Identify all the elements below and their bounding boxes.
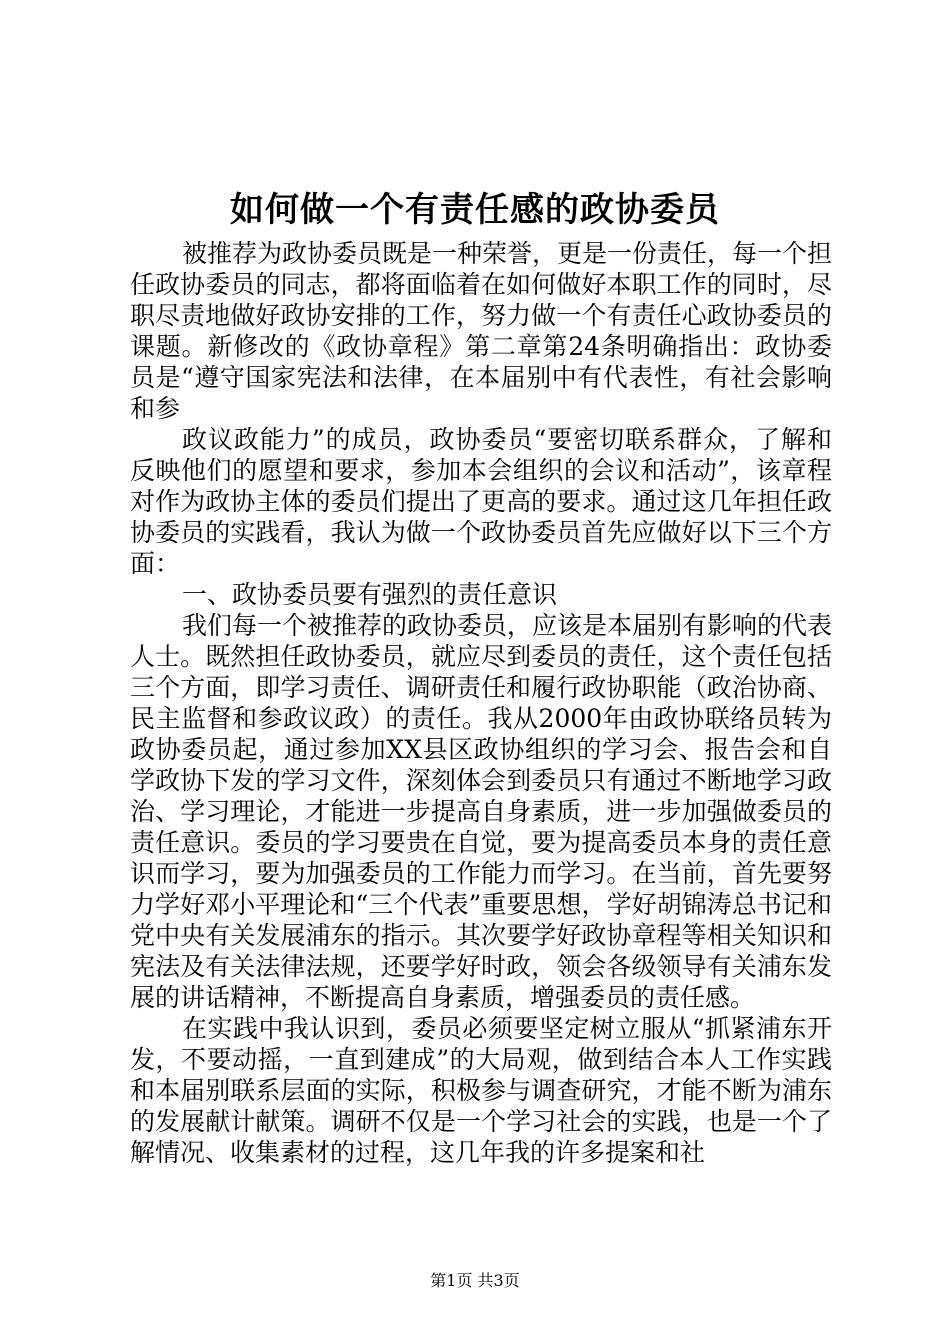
page-number-footer: 第1页 共3页 (430, 1271, 520, 1290)
paragraph-continued: 政议政能力”的成员，政协委员“要密切联系群众，了解和反映他们的愿望和要求，参加本会组织的会议和活动”，该章程对作为政协主体的委员们提出了更高的要求。通过这几年担任政协委员的实践看，我认为做一个政协委员首先应做好以下三个方面： (130, 425, 832, 578)
paragraph-responsibility: 我们每一个被推荐的政协委员，应该是本届别有影响的代表人士。既然担任政协委员，就应尽到委员的责任，这个责任包括三个方面，即学习责任、调研责任和履行政协职能（政治协商、民主监督和参政议政）的责任。我从2000年由政协联络员转为政协委员起，通过参加XX县区政协组织的学习会、报告会和自学政协下发的学习文件，深刻体会到委员只有通过不断地学习政治、学习理论，才能进一步提高自身素质，进一步加强做委员的责任意识。委员的学习要贵在自觉，要为提高委员本身的责任意识而学习，要为加强委员的工作能力而学习。在当前，首先要努力学好邓小平理论和“三个代表”重要思想，学好胡锦涛总书记和党中央有关发展浦东的指示。其次要学好政协章程等相关知识和宪法及有关法律法规，还要学好时政，领会各级领导有关浦东发展的讲话精神，不断提高自身素质，增强委员的责任感。 (130, 611, 833, 1012)
section-heading-1: 一、政协委员要有强烈的责任意识 (182, 580, 558, 609)
document-body (130, 238, 832, 1168)
paragraph-intro: 被推荐为政协委员既是一种荣誉，更是一份责任，每一个担任政协委员的同志，都将面临着在如何做好本职工作的同时，尽职尽责地做好政协安排的工作，努力做一个有责任心政协委员的课题。新修改的《政协章程》第二章第24条明确指出：政协委员是“遵守国家宪法和法律，在本届别中有代表性，有社会影响和参 (130, 239, 833, 423)
paragraph-practice: 在实践中我认识到，委员必须要坚定树立服从“抓紧浦东开发，不要动摇，一直到建成”的大局观，做到结合本人工作实践和本届别联系层面的实际，积极参与调查研究，才能不断为浦东的发展献计献策。调研不仅是一个学习社会的实践，也是一个了解情况、收集素材的过程，这几年我的许多提案和社 (130, 1014, 832, 1167)
document-title: 如何做一个有责任感的政协委员 (230, 190, 720, 230)
